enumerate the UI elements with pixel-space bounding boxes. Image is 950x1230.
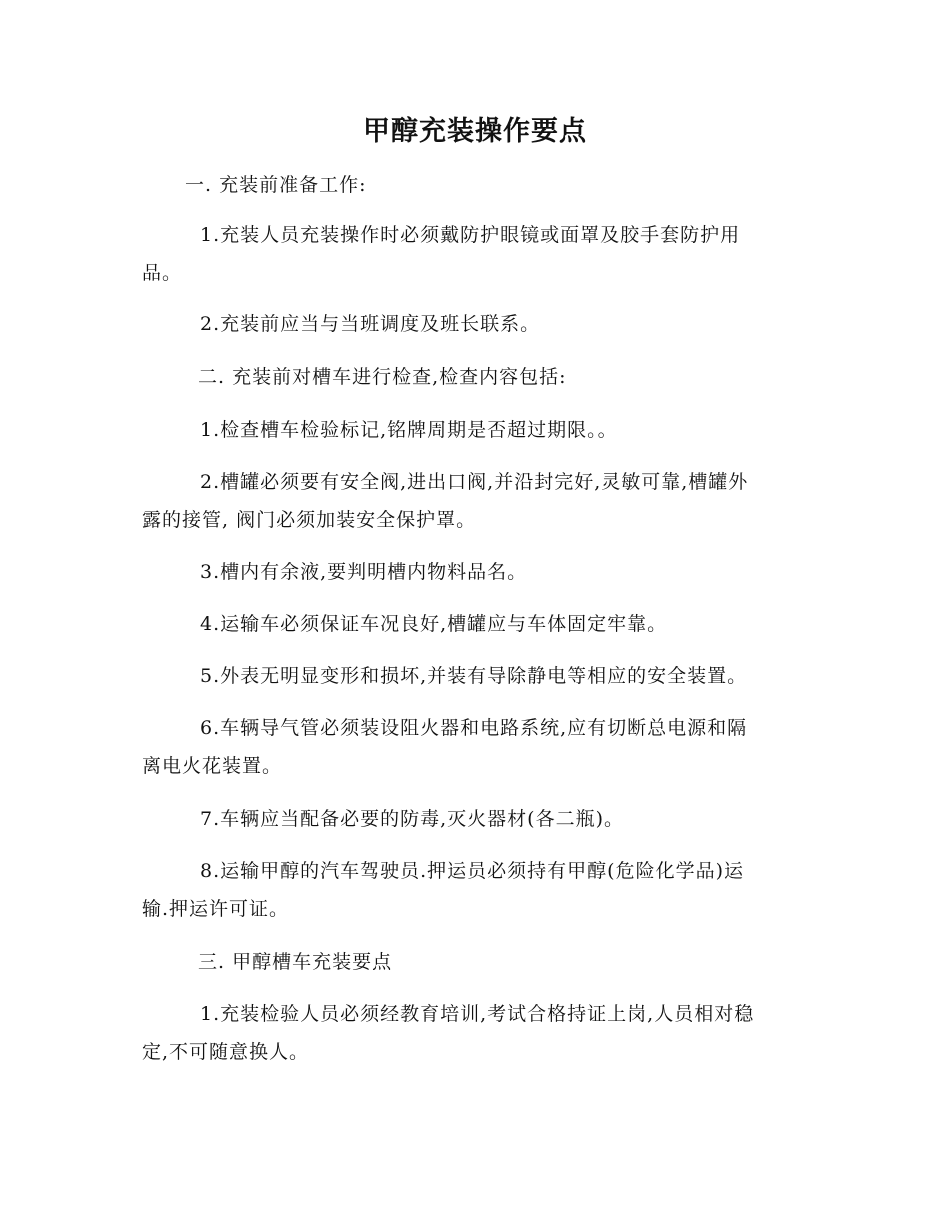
list-item-line: 输.押运许可证。 bbox=[142, 898, 290, 920]
list-item-line: 1.检查槽车检验标记,铭牌周期是否超过期限。。 bbox=[200, 419, 618, 441]
section-heading-3: 三. 甲醇槽车充装要点 bbox=[198, 951, 393, 973]
list-item-line: 6.车辆导气管必须装设阻火器和电路系统,应有切断总电源和隔 bbox=[200, 717, 748, 739]
list-item-line: 8.运输甲醇的汽车驾驶员.押运员必须持有甲醇(危险化学品)运 bbox=[200, 860, 744, 882]
list-item-line: 1.充装检验人员必须经教育培训,考试合格持证上岗,人员相对稳 bbox=[200, 1003, 755, 1025]
list-item bbox=[142, 463, 812, 539]
list-item bbox=[142, 995, 812, 1071]
list-item bbox=[142, 657, 812, 695]
list-item bbox=[142, 216, 812, 292]
document-title: 甲醇充装操作要点 bbox=[363, 116, 587, 147]
list-item-line: 品。 bbox=[142, 262, 183, 284]
list-item-line: 定,不可随意换人。 bbox=[142, 1041, 310, 1063]
list-item-line: 2.槽罐必须要有安全阀,进出口阀,并沿封完好,灵敏可靠,槽罐外 bbox=[200, 471, 749, 493]
list-item-line: 3.槽内有余液,要判明槽内物料品名。 bbox=[200, 561, 528, 583]
list-item bbox=[142, 800, 812, 838]
list-item bbox=[142, 852, 812, 928]
list-item bbox=[142, 553, 812, 591]
list-item-line: 7.车辆应当配备必要的防毒,灭火器材(各二瓶)。 bbox=[200, 808, 624, 830]
section-heading-1: 一. 充装前准备工作: bbox=[185, 174, 367, 196]
list-item bbox=[142, 605, 812, 643]
list-item bbox=[142, 305, 812, 343]
list-item bbox=[142, 709, 812, 785]
list-item-line: 离电火花装置。 bbox=[142, 755, 283, 777]
list-item-line: 5.外表无明显变形和损坏,并装有导除静电等相应的安全装置。 bbox=[200, 665, 748, 687]
list-item-line: 4.运输车必须保证车况良好,槽罐应与车体固定牢靠。 bbox=[200, 613, 668, 635]
section-heading-2: 二. 充装前对槽车进行检查,检查内容包括: bbox=[198, 366, 567, 388]
list-item-line: 露的接管, 阀门必须加装安全保护罩。 bbox=[142, 509, 477, 531]
list-item-line: 1.充装人员充装操作时必须戴防护眼镜或面罩及胶手套防护用 bbox=[200, 224, 741, 246]
list-item bbox=[142, 411, 812, 449]
list-item-line: 2.充装前应当与当班调度及班长联系。 bbox=[200, 313, 541, 335]
